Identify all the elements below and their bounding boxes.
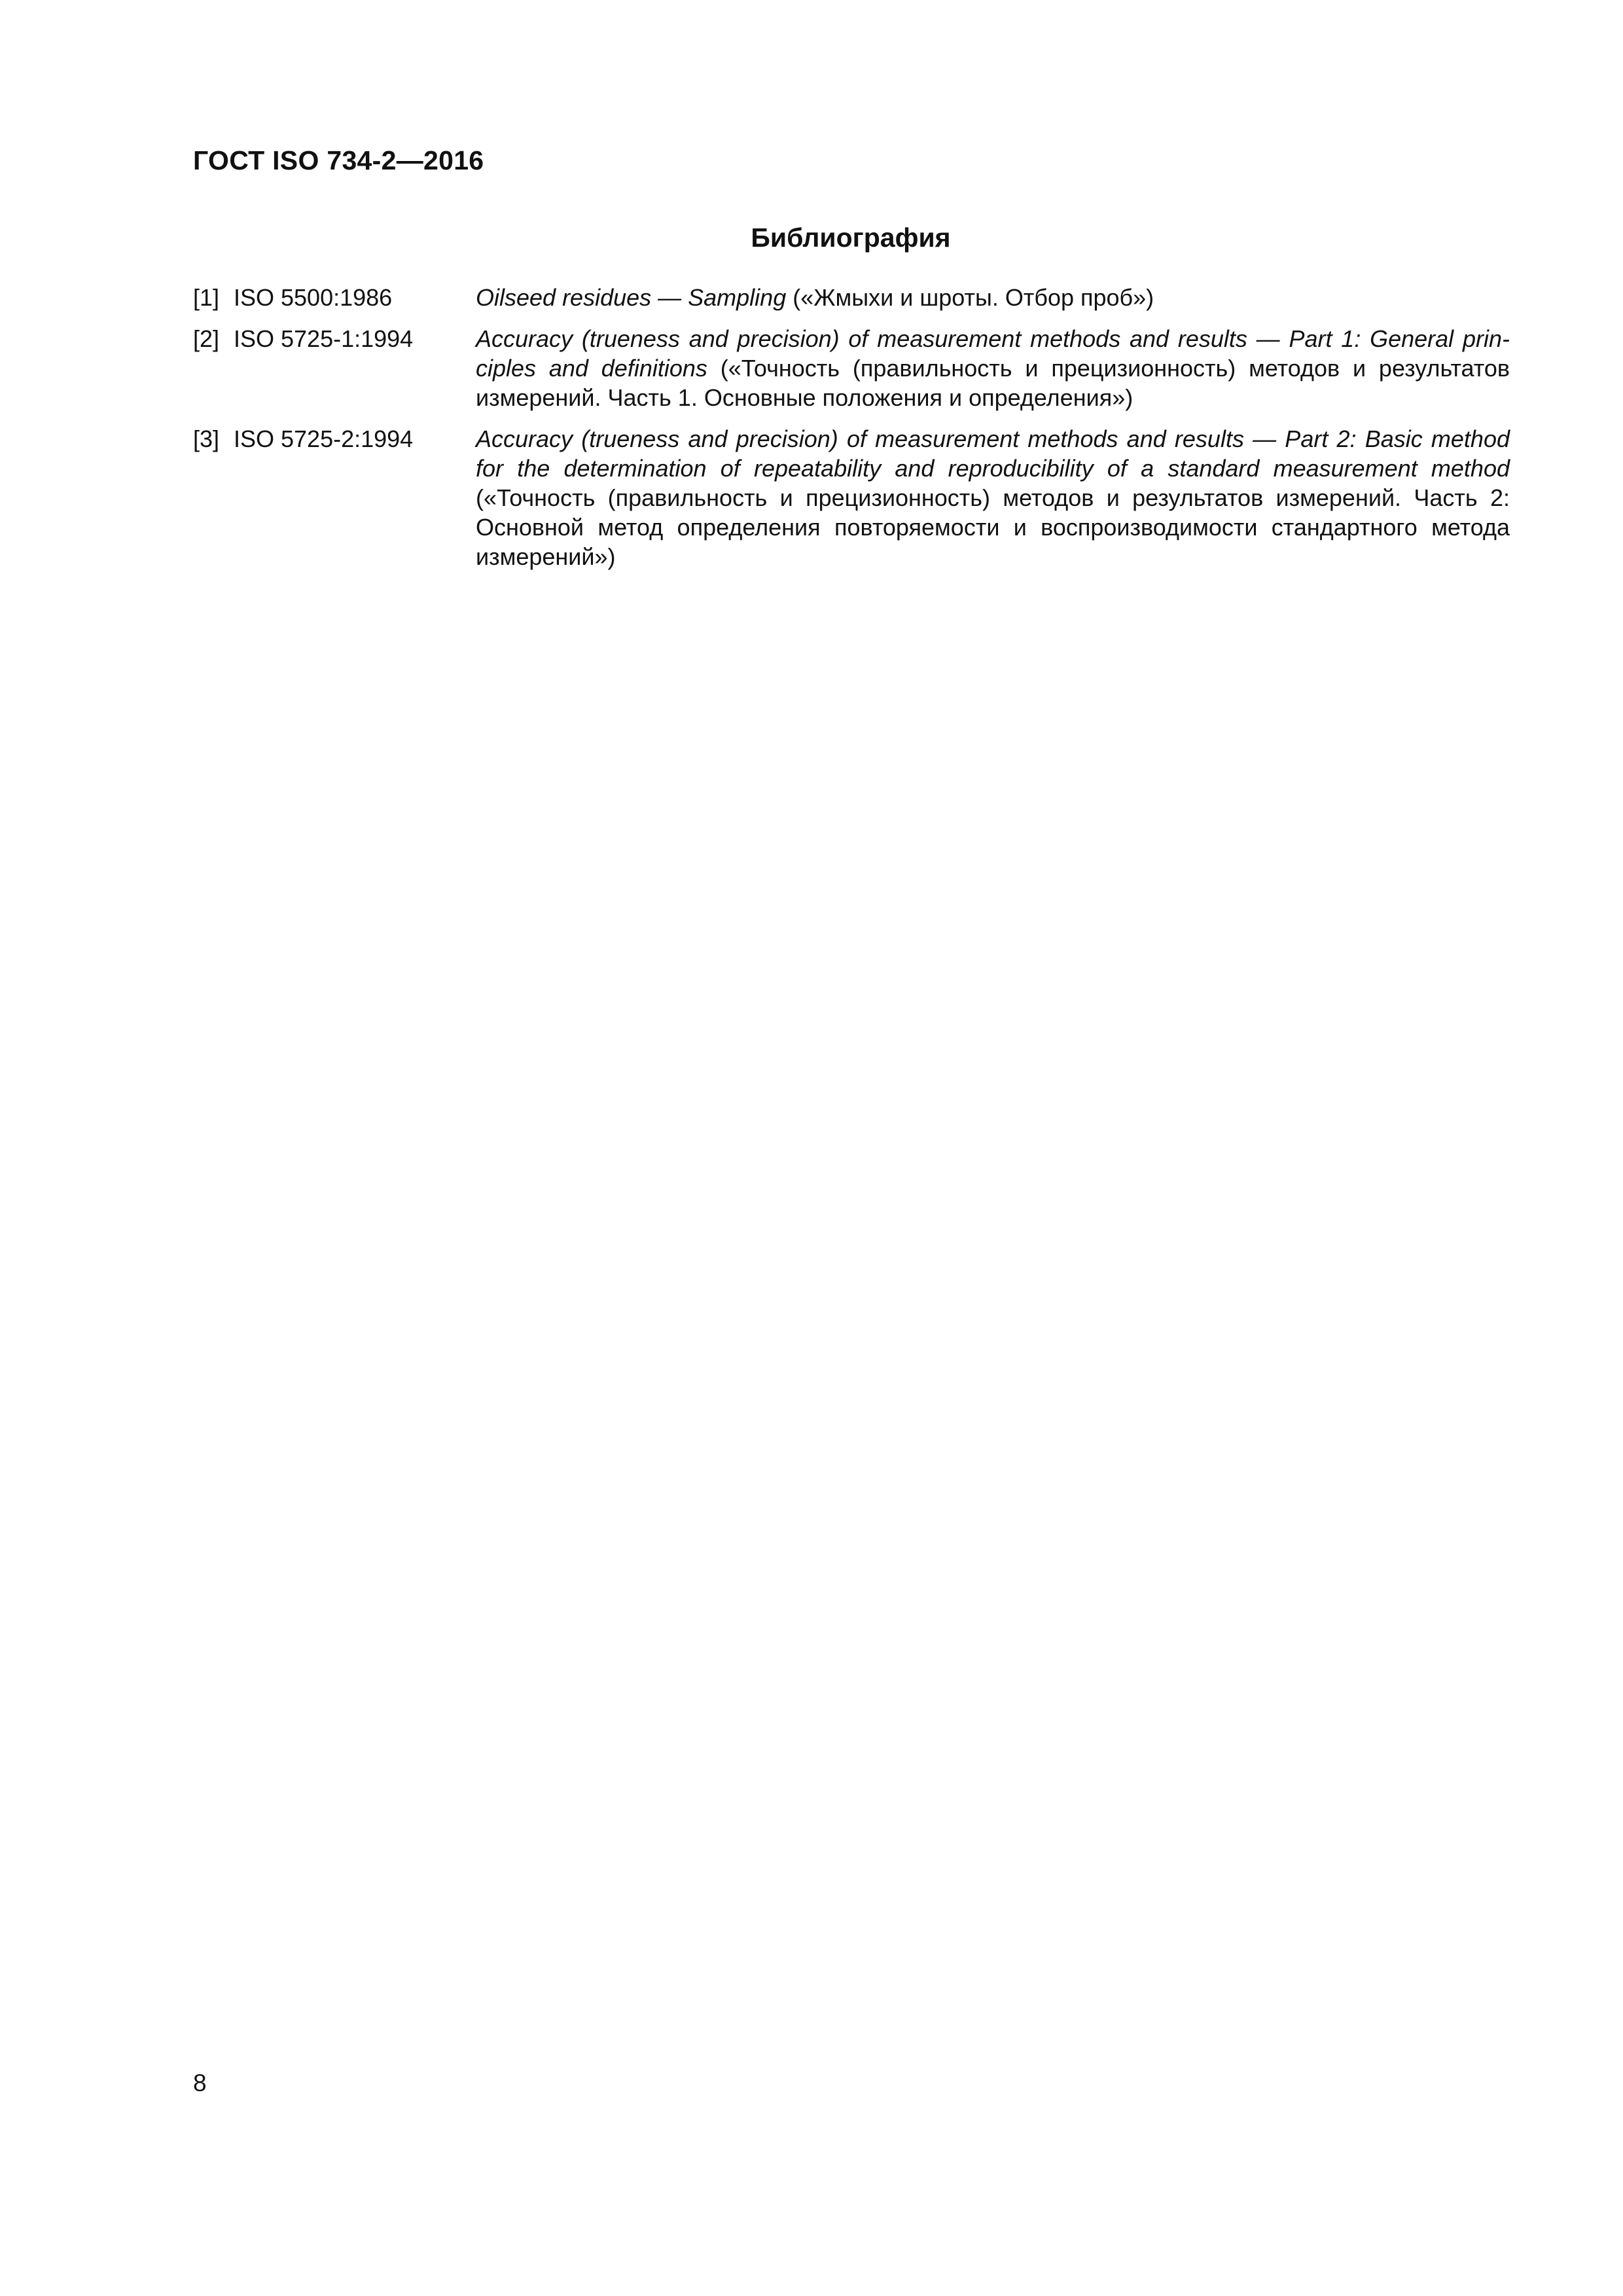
page-number: 8 xyxy=(193,2070,207,2096)
entry-standard-code: ISO 5725-1:1994 xyxy=(234,325,414,352)
bibliography-entry xyxy=(193,283,1510,312)
entry-title-en: Accuracy (trueness and precision) of measurement methods and results — Part 1: General prin-ciples and definitions xyxy=(476,325,1510,382)
bibliography-list xyxy=(193,283,1510,583)
entry-title-en: Oilseed residues — Sampling xyxy=(476,284,787,311)
entry-standard-code: ISO 5725-2:1994 xyxy=(234,425,414,452)
entry-title-ru: («Жмыхи и шроты. Отбор проб») xyxy=(786,284,1154,311)
entry-title xyxy=(476,283,1510,312)
entry-number: [3] xyxy=(193,425,220,452)
entry-standard-code: ISO 5500:1986 xyxy=(234,284,393,311)
entry-number: [1] xyxy=(193,284,220,311)
entry-number: [2] xyxy=(193,325,220,352)
bibliography-entry xyxy=(193,424,1510,571)
entry-title-en: Accuracy (trueness and precision) of measurement methods and results — Part 2: Basic method for the determination of repeatability and reproducibility of a standard measurement method xyxy=(476,425,1510,482)
entry-title xyxy=(476,324,1510,412)
bibliography-entry xyxy=(193,324,1510,412)
entry-title-ru: («Точность (правильность и прецизионность) методов и результатов измерений. Часть 1. Основные положения и определения») xyxy=(476,355,1510,411)
bibliography-title: Библиография xyxy=(751,223,951,253)
entry-title xyxy=(476,424,1510,571)
entry-title-ru: («Точность (правильность и прецизионность) методов и результатов измерений. Часть 2: Основной метод определения повторяемости и воспроизводимости стандартного метода измерений») xyxy=(476,484,1510,570)
document-header: ГОСТ ISO 734-2—2016 xyxy=(193,145,484,175)
